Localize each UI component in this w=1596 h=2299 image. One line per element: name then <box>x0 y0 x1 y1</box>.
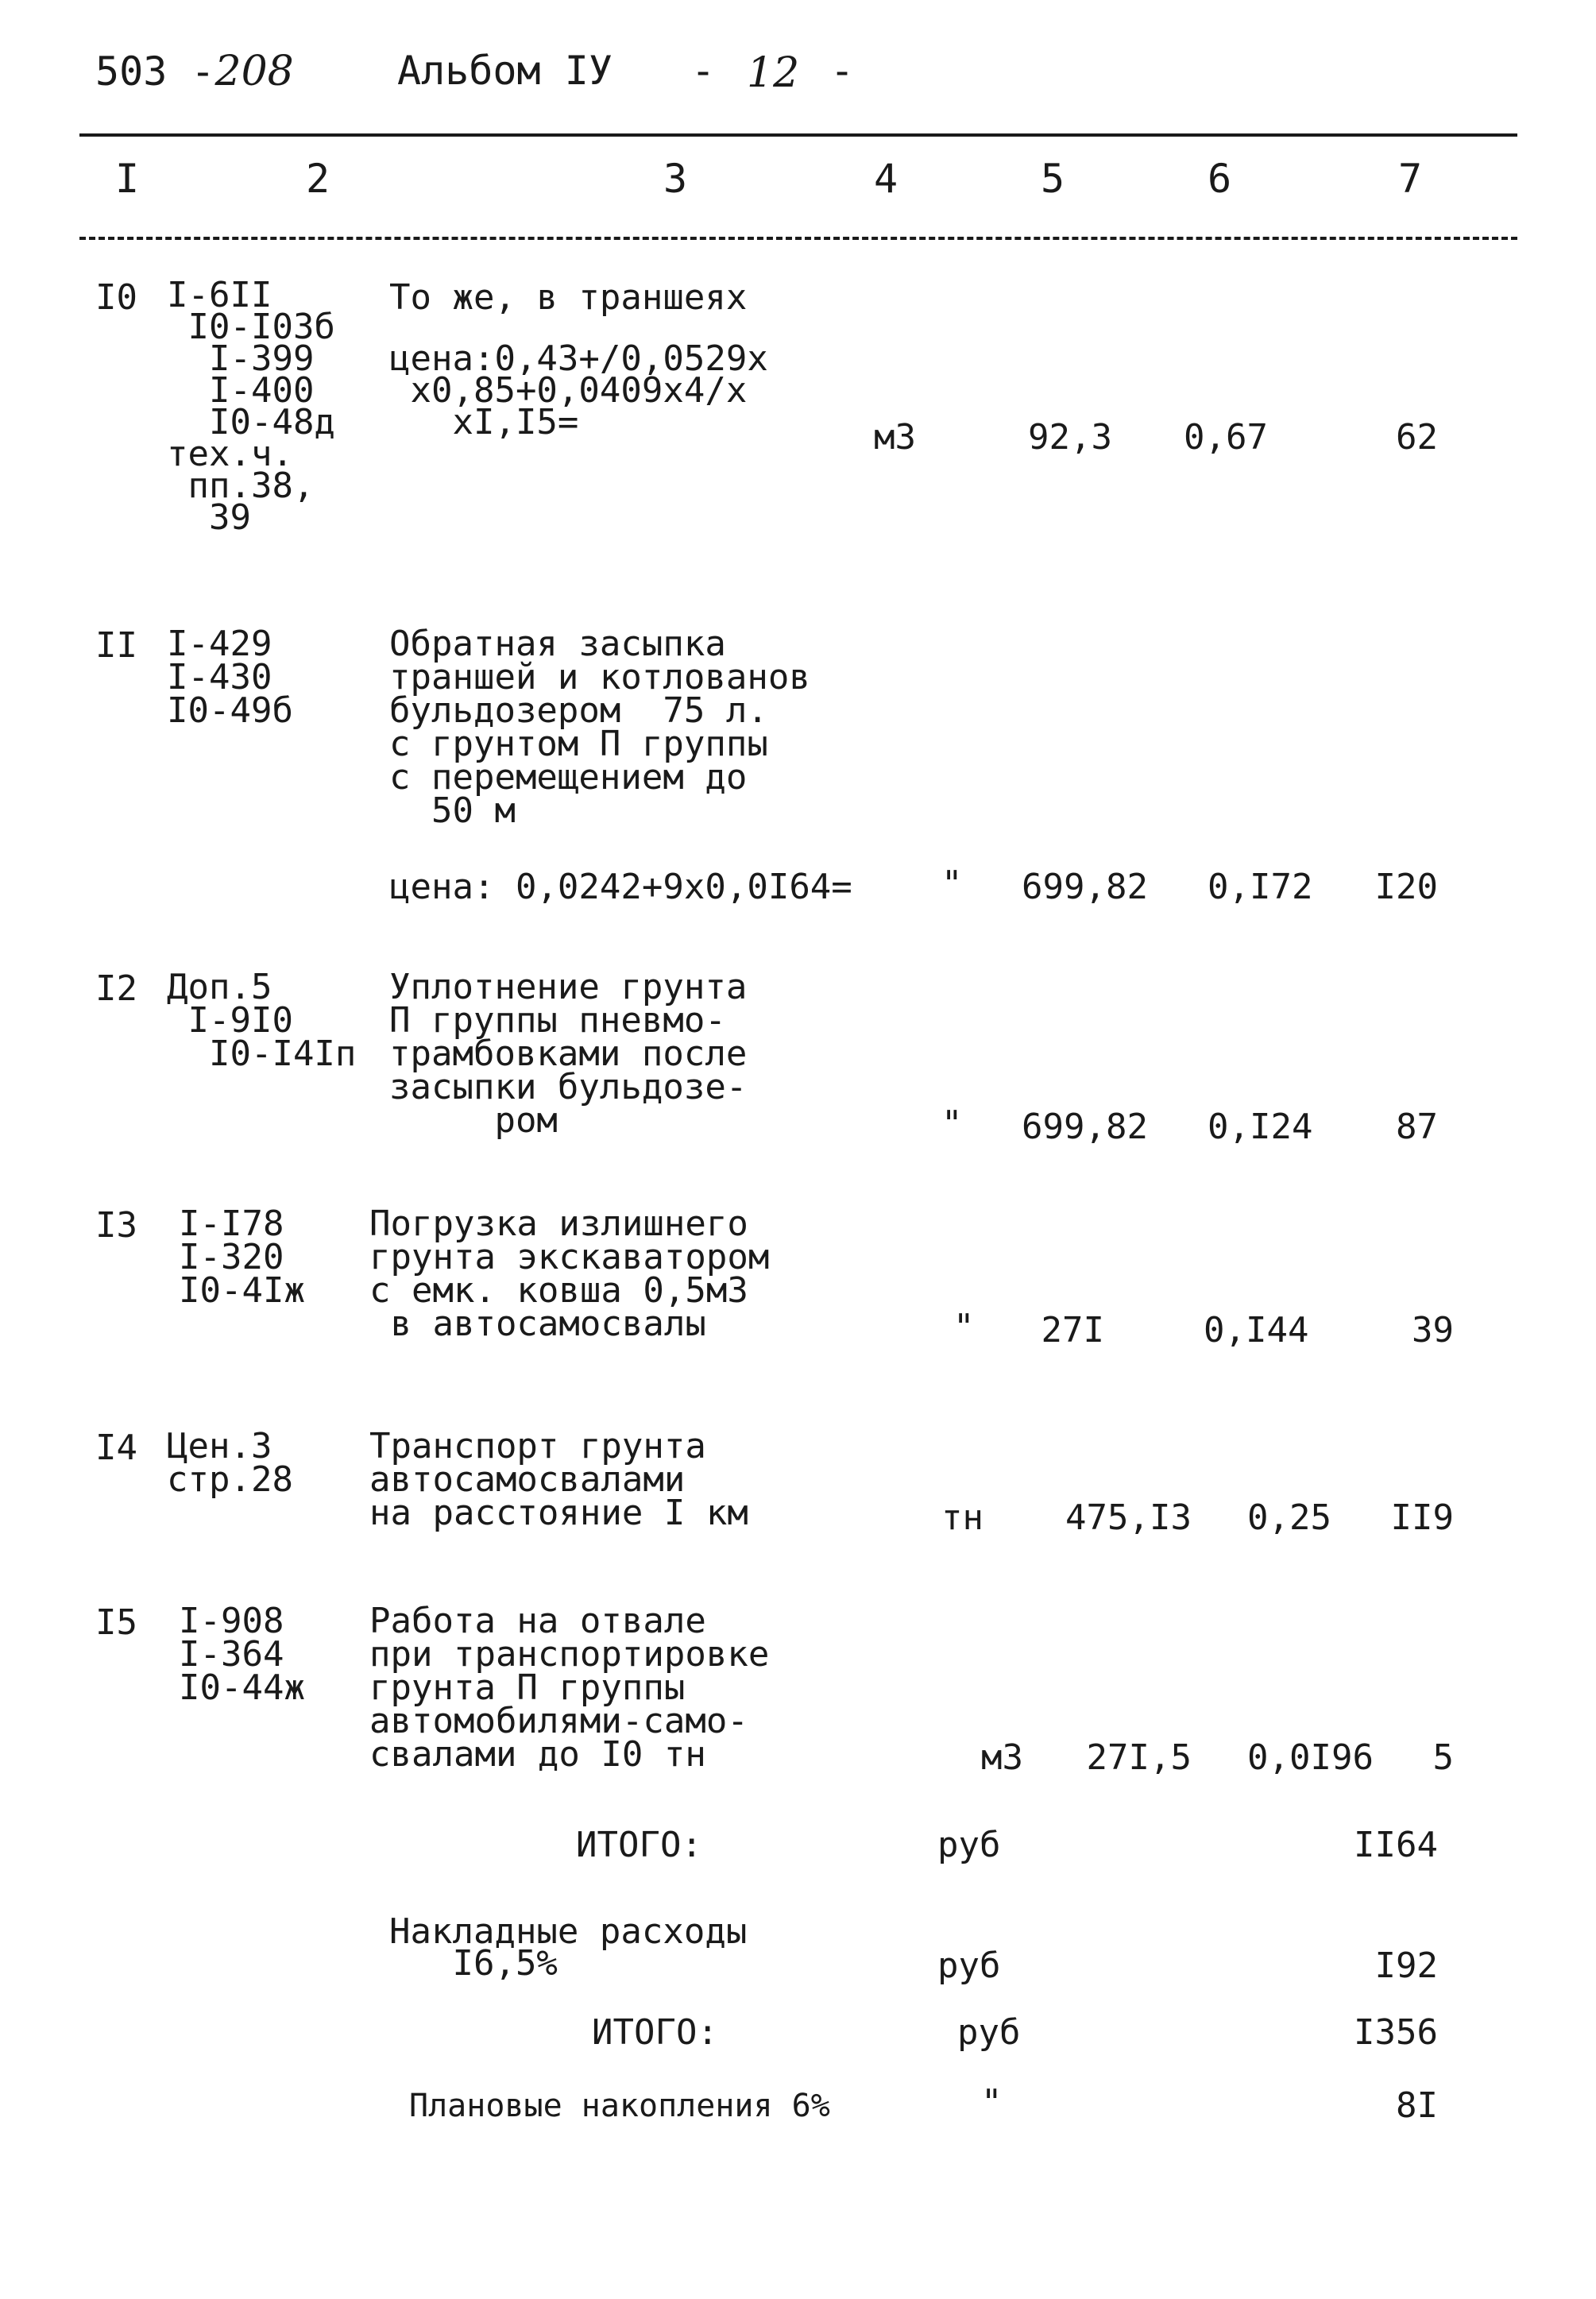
summary-total: 8I <box>1396 2085 1438 2126</box>
row-codes: Цен.3 стр.28 <box>167 1426 293 1500</box>
column-header-2: 2 <box>305 156 330 202</box>
row-unit: " <box>941 1103 963 1144</box>
row-total: II9 <box>1390 1497 1454 1538</box>
row-codes: I-6II I0-I03б I-399 I-400 I0-48д тех.ч. пп.38, 39 <box>167 275 335 538</box>
table-header-rule <box>79 237 1517 240</box>
row-description: Транспорт грунта автосамосвалами на расстояние I км <box>369 1426 748 1533</box>
row-number: I4 <box>95 1428 137 1468</box>
row-quantity: 475,I3 <box>1065 1497 1192 1538</box>
summary-label: Накладные расходы I6,5% <box>389 1911 748 1984</box>
row-quantity: 699,82 <box>1022 867 1148 907</box>
row-unit: тн <box>941 1497 983 1538</box>
row-description: Погрузка излишнего грунта экскаватором с емк. ковша 0,5м3 в автосамосвалы <box>369 1204 770 1344</box>
row-description: То же, в траншеях <box>389 277 748 318</box>
summary-unit: руб <box>957 2012 1021 2053</box>
page-number: 12 <box>747 49 800 97</box>
table-top-rule <box>79 133 1517 137</box>
row-price-formula: цена:0,43+/0,0529x x0,85+0,0409x4/x xI,I5= <box>389 338 768 442</box>
row-unit-price: 0,I44 <box>1204 1310 1309 1350</box>
summary-total: I356 <box>1354 2012 1438 2053</box>
row-unit-price: 0,0I96 <box>1247 1737 1374 1778</box>
doc-number-suffix: 208 <box>214 48 294 95</box>
row-codes: Доп.5 I-9I0 I0-I4Iп <box>167 967 357 1074</box>
column-header-1: I <box>114 156 140 202</box>
row-total: 5 <box>1432 1737 1454 1778</box>
row-number: I3 <box>95 1205 137 1246</box>
row-total: I20 <box>1374 867 1438 907</box>
row-total: 62 <box>1396 417 1438 458</box>
summary-label: Плановые накопления 6% <box>409 2088 830 2124</box>
row-codes: I-I78 I-320 I0-4Iж <box>179 1204 305 1311</box>
row-unit-price: 0,I72 <box>1208 867 1313 907</box>
album-label: Альбом IУ <box>397 48 613 94</box>
row-number: I5 <box>95 1602 137 1643</box>
summary-total: II64 <box>1354 1825 1438 1865</box>
row-quantity: 92,3 <box>1028 417 1112 458</box>
row-description: Работа на отвале при транспортировке грунта П группы автомобилями-само- свалами до I0 тн <box>369 1601 770 1775</box>
summary-label: ИТОГО: <box>592 2012 718 2053</box>
row-unit-price: 0,25 <box>1247 1497 1331 1538</box>
summary-label: ИТОГО: <box>576 1825 702 1865</box>
row-quantity: 27I <box>1041 1310 1104 1350</box>
row-number: I0 <box>95 277 137 318</box>
column-header-6: 6 <box>1207 156 1232 202</box>
doc-number-prefix: 503 - <box>95 48 215 95</box>
doc-number <box>95 48 294 95</box>
row-codes: I-908 I-364 I0-44ж <box>179 1601 305 1708</box>
row-codes: I-429 I-430 I0-49б <box>167 624 293 731</box>
row-unit: " <box>941 864 963 904</box>
column-header-4: 4 <box>873 156 898 202</box>
column-header-5: 5 <box>1040 156 1065 202</box>
row-description: Обратная засыпка траншей и котлованов бульдозером 75 л. с грунтом П группы с перемещением до 50 м <box>389 624 810 831</box>
row-unit: м3 <box>874 417 916 458</box>
row-description: Уплотнение грунта П группы пневмо- трамбовками после засыпки бульдозе- ром <box>389 967 748 1141</box>
row-total: 39 <box>1412 1310 1454 1350</box>
row-number: I2 <box>95 968 137 1009</box>
row-total: 87 <box>1396 1107 1438 1147</box>
row-unit-price: 0,I24 <box>1208 1107 1313 1147</box>
row-price-formula: цена: 0,0242+9x0,0I64= <box>389 867 852 907</box>
column-header-3: 3 <box>663 156 688 202</box>
summary-unit: руб <box>937 1825 1001 1865</box>
column-header-7: 7 <box>1397 156 1423 202</box>
summary-unit: руб <box>937 1945 1001 1986</box>
row-unit: " <box>953 1307 975 1347</box>
row-quantity: 699,82 <box>1022 1107 1148 1147</box>
summary-total: I92 <box>1374 1945 1438 1986</box>
page-dash-left: - <box>691 48 716 94</box>
row-number: II <box>95 625 137 666</box>
row-unit: м3 <box>981 1737 1023 1778</box>
row-quantity: 27I,5 <box>1086 1737 1192 1778</box>
row-unit-price: 0,67 <box>1184 417 1268 458</box>
summary-unit: " <box>981 2082 1003 2123</box>
page-dash-right: - <box>830 48 855 94</box>
